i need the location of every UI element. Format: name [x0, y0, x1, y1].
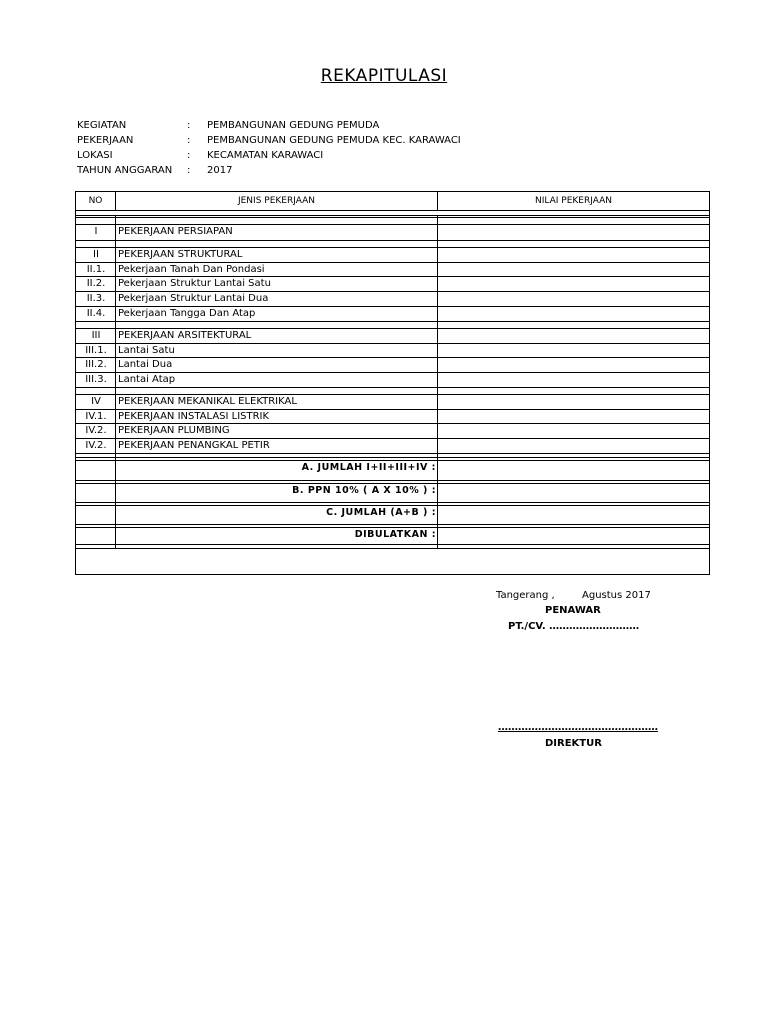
sign-role: PENAWAR	[545, 605, 601, 616]
info-row-kegiatan	[77, 118, 461, 133]
row-line	[76, 544, 709, 545]
row-label: PEKERJAAN STRUKTURAL	[118, 249, 243, 260]
info-key: KEGIATAN	[77, 120, 127, 131]
row-label: Lantai Dua	[118, 359, 173, 370]
row-label: PEKERJAAN INSTALASI LISTRIK	[118, 411, 270, 422]
info-key: LOKASI	[77, 150, 113, 161]
sign-position: DIREKTUR	[545, 738, 602, 749]
row-label: Lantai Satu	[118, 345, 175, 356]
sign-date: Agustus 2017	[582, 590, 651, 601]
info-row-lokasi	[77, 148, 461, 163]
row-number: IV.2.	[85, 440, 107, 451]
row-number: I	[94, 226, 98, 237]
info-row-pekerjaan	[77, 133, 461, 148]
info-value: KECAMATAN KARAWACI	[207, 150, 324, 161]
row-number: III.1.	[85, 345, 107, 356]
row-number: IV.2.	[85, 425, 107, 436]
row-line	[76, 453, 709, 454]
row-number: III.3.	[85, 374, 107, 385]
sign-place: Tangerang ,	[496, 590, 555, 601]
info-key: PEKERJAAN	[77, 135, 134, 146]
row-line	[76, 480, 709, 481]
sign-name-line: …………………………………………	[498, 722, 658, 733]
row-label: Pekerjaan Struktur Lantai Dua	[118, 293, 269, 304]
row-label: PEKERJAAN PERSIAPAN	[118, 226, 233, 237]
info-sep: :	[187, 120, 191, 131]
row-line	[76, 502, 709, 503]
row-number: II	[93, 249, 99, 260]
row-number: III.2.	[85, 359, 107, 370]
row-number: III	[91, 330, 101, 341]
row-label: PEKERJAAN PENANGKAL PETIR	[118, 440, 270, 451]
row-label: Pekerjaan Tanah Dan Pondasi	[118, 264, 265, 275]
row-number: IV	[91, 396, 101, 407]
page-title: REKAPITULASI	[320, 66, 448, 86]
recap-table	[75, 191, 710, 575]
row-line	[76, 215, 709, 216]
info-value: PEMBANGUNAN GEDUNG PEMUDA KEC. KARAWACI	[207, 135, 461, 146]
row-label: Lantai Atap	[118, 374, 176, 385]
row-line	[76, 457, 709, 458]
info-sep: :	[187, 135, 191, 146]
row-label: PEKERJAAN MEKANIKAL ELEKTRIKAL	[118, 396, 297, 407]
row-line	[76, 217, 709, 218]
project-info	[77, 118, 461, 178]
info-value: 2017	[207, 165, 233, 176]
row-number: II.4.	[86, 308, 106, 319]
row-number: II.1.	[86, 264, 106, 275]
row-number: II.3.	[86, 293, 106, 304]
total-label: DIBULATKAN :	[354, 529, 436, 540]
total-label: C. JUMLAH (A+B ) :	[326, 507, 436, 518]
row-label: Pekerjaan Struktur Lantai Satu	[118, 278, 271, 289]
row-number: II.2.	[86, 278, 106, 289]
row-line	[76, 548, 709, 549]
row-line	[76, 240, 709, 241]
row-line	[76, 524, 709, 525]
header-jenis: JENIS PEKERJAAN	[116, 192, 438, 210]
row-label: PEKERJAAN PLUMBING	[118, 425, 230, 436]
info-sep: :	[187, 150, 191, 161]
info-sep: :	[187, 165, 191, 176]
row-number: IV.1.	[85, 411, 107, 422]
info-value: PEMBANGUNAN GEDUNG PEMUDA	[207, 120, 380, 131]
info-key: TAHUN ANGGARAN	[77, 165, 173, 176]
sign-company: PT./CV. ………………………	[508, 621, 640, 632]
row-label: PEKERJAAN ARSITEKTURAL	[118, 330, 252, 341]
total-label: B. PPN 10% ( A X 10% ) :	[292, 485, 436, 496]
header-nilai: NILAI PEKERJAAN	[534, 196, 613, 206]
total-label: A. JUMLAH I+II+III+IV :	[301, 462, 436, 473]
row-line	[76, 387, 709, 388]
column-line	[437, 215, 438, 548]
table-header	[76, 192, 709, 211]
info-row-tahun	[77, 163, 461, 178]
row-line	[76, 321, 709, 322]
header-no: NO	[76, 192, 116, 210]
row-label: Pekerjaan Tangga Dan Atap	[118, 308, 256, 319]
